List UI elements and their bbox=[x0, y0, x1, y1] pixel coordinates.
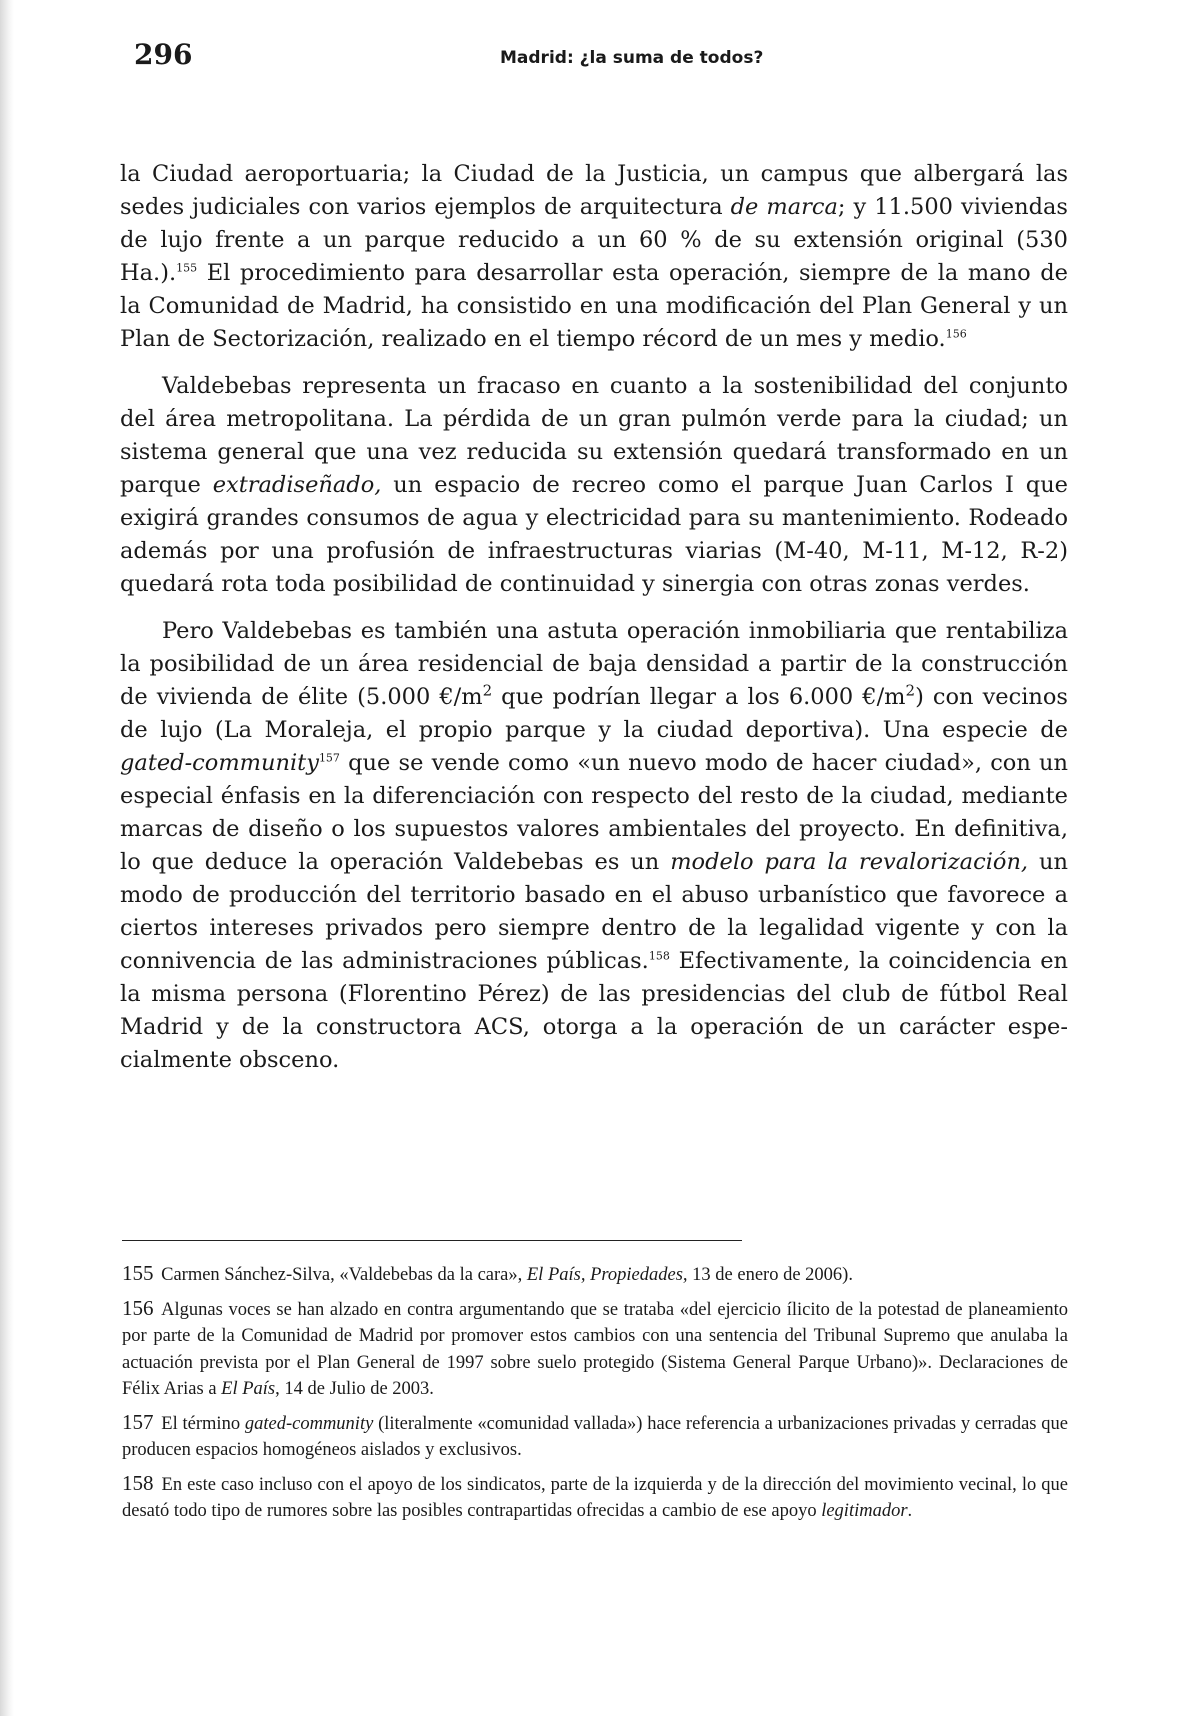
text-run: 13 de enero de 2006). bbox=[687, 1265, 853, 1285]
emphasis: extradiseñado, bbox=[212, 472, 382, 498]
body-text bbox=[120, 158, 1068, 1091]
emphasis: gated-community bbox=[120, 750, 319, 776]
superscript-exponent: 2 bbox=[482, 681, 493, 700]
page-gutter-shadow bbox=[0, 0, 14, 1716]
page-header bbox=[120, 38, 1080, 78]
footnote-number: 158 bbox=[122, 1470, 154, 1495]
text-run: Valdebebas representa un fracaso en cuanto a la sostenibilidad del conjunto del área metropolitana. La pérdida de un gran pulmón verde para la ciudad; un sistema general que una vez reducida su extensión quedará transformado en un parque bbox=[120, 373, 1068, 498]
emphasis: gated-community bbox=[244, 1413, 374, 1434]
emphasis: modelo para la revalorización, bbox=[670, 849, 1029, 875]
text-run: . bbox=[907, 1501, 913, 1521]
footnotes bbox=[122, 1260, 1068, 1531]
text-run: que se vende como «un nuevo modo de hacer ciudad», con un especial énfasis en la diferenciación con respecto del resto de la ciudad, mediante marcas de diseño o los supuestos valores ambientales del proyecto. En definitiva, lo que deduce la operación Valdebebas es un bbox=[120, 750, 1068, 875]
footnote-number: 157 bbox=[122, 1409, 154, 1434]
text-run: un modo de producción del territorio basado en el abuso urbanístico que favorece a ciertos intereses privados pero siempre dentro de la legalidad vigente y con la connivencia de las administraciones públicas. bbox=[120, 849, 1069, 974]
footnote-ref-157[interactable]: 157 bbox=[318, 751, 340, 765]
footnote-157 bbox=[122, 1409, 1068, 1464]
text-run: Pero Valdebebas es también una astuta operación inmobiliaria que rentabiliza la posibilidad de un área residencial de baja densidad a partir de la construcción de vivienda de élite (5.000 €/m bbox=[120, 618, 1068, 710]
running-title: Madrid: ¿la suma de todos? bbox=[500, 48, 764, 68]
text-run: El término bbox=[156, 1413, 245, 1434]
page-number: 296 bbox=[134, 38, 193, 71]
paragraph-1 bbox=[120, 158, 1068, 356]
footnote-155 bbox=[122, 1260, 1068, 1289]
text-run: ) con vecinos de lujo (La Moraleja, el propio parque y la ciudad deportiva). Una especie de bbox=[120, 684, 1068, 743]
text-run: ; y 11.500 viviendas de lujo frente a un parque reducido a un 60 % de su extensión original (530 Ha.). bbox=[120, 194, 1068, 286]
footnote-156 bbox=[122, 1295, 1068, 1403]
text-run: Efectivamente, la coincidencia en la misma persona (Florentino Pérez) de las presidencias del club de fútbol Real Madrid y de la constructora ACS, otorga a la operación de un carácter especialmente obsceno. bbox=[120, 948, 1069, 1073]
paragraph-3 bbox=[120, 615, 1068, 1077]
footnote-ref-155[interactable]: 155 bbox=[176, 261, 198, 275]
emphasis: legitimador bbox=[821, 1501, 908, 1521]
footnote-158 bbox=[122, 1470, 1068, 1525]
text-run: la Ciudad aeroportuaria; la Ciudad de la Justicia, un campus que albergará las sedes judiciales con varios ejemplos de arquitectura bbox=[120, 161, 1068, 220]
text-run: En este caso incluso con el apoyo de los sindicatos, parte de la izquierda y de la dirección del movimiento vecinal, lo que desató todo tipo de rumores sobre las posibles contrapartidas ofrecidas a cambio de ese apoyo bbox=[122, 1474, 1068, 1521]
superscript-exponent: 2 bbox=[905, 681, 916, 700]
emphasis: de marca bbox=[730, 194, 838, 220]
text-run: , 14 de Julio de 2003. bbox=[275, 1379, 434, 1399]
footnote-ref-158[interactable]: 158 bbox=[648, 949, 670, 963]
emphasis: El País bbox=[221, 1379, 276, 1399]
text-run: (literalmente «comunidad vallada») hace referencia a urbanizaciones privadas y cerradas que producen espacios homogéneos aislados y exclusivos. bbox=[122, 1413, 1068, 1460]
text-run: Carmen Sánchez-Silva, «Valdebebas da la cara», bbox=[156, 1265, 527, 1285]
paragraph-2 bbox=[120, 370, 1068, 601]
text-run: un espacio de recreo como el parque Juan Carlos I que exigirá grandes consumos de agua y electricidad para su mantenimiento. Rodeado además por una profusión de infraestructuras viarias (M-40, M-11, M-12, R-2) quedará rota toda posibilidad de continuidad y sinergia con otras zonas verdes. bbox=[120, 472, 1068, 597]
emphasis: El País, Propiedades, bbox=[526, 1265, 688, 1285]
footnote-ref-156[interactable]: 156 bbox=[945, 327, 967, 341]
footnote-number: 156 bbox=[122, 1295, 154, 1320]
text-run: Algunas voces se han alzado en contra argumentando que se trataba «del ejercicio ílicito de la potestad de planeamiento por parte de la Comunidad de Madrid por promover estos cambios con una sentencia del Tribunal Supremo que anulaba la actuación prevista por el Plan General de 1997 sobre suelo protegido (Sistema General Parque Urbano)». Declaraciones de Félix Arias a bbox=[122, 1299, 1068, 1399]
footnote-number: 155 bbox=[122, 1261, 154, 1285]
text-run: El procedimiento para desarrollar esta operación, siempre de la mano de la Comunidad de Madrid, ha consistido en una modificación del Plan General y un Plan de Sectorización, realizado en el tiempo récord de un mes y medio. bbox=[120, 260, 1068, 352]
text-run: que podrían llegar a los 6.000 €/m bbox=[492, 684, 906, 710]
footnote-separator bbox=[122, 1240, 742, 1241]
